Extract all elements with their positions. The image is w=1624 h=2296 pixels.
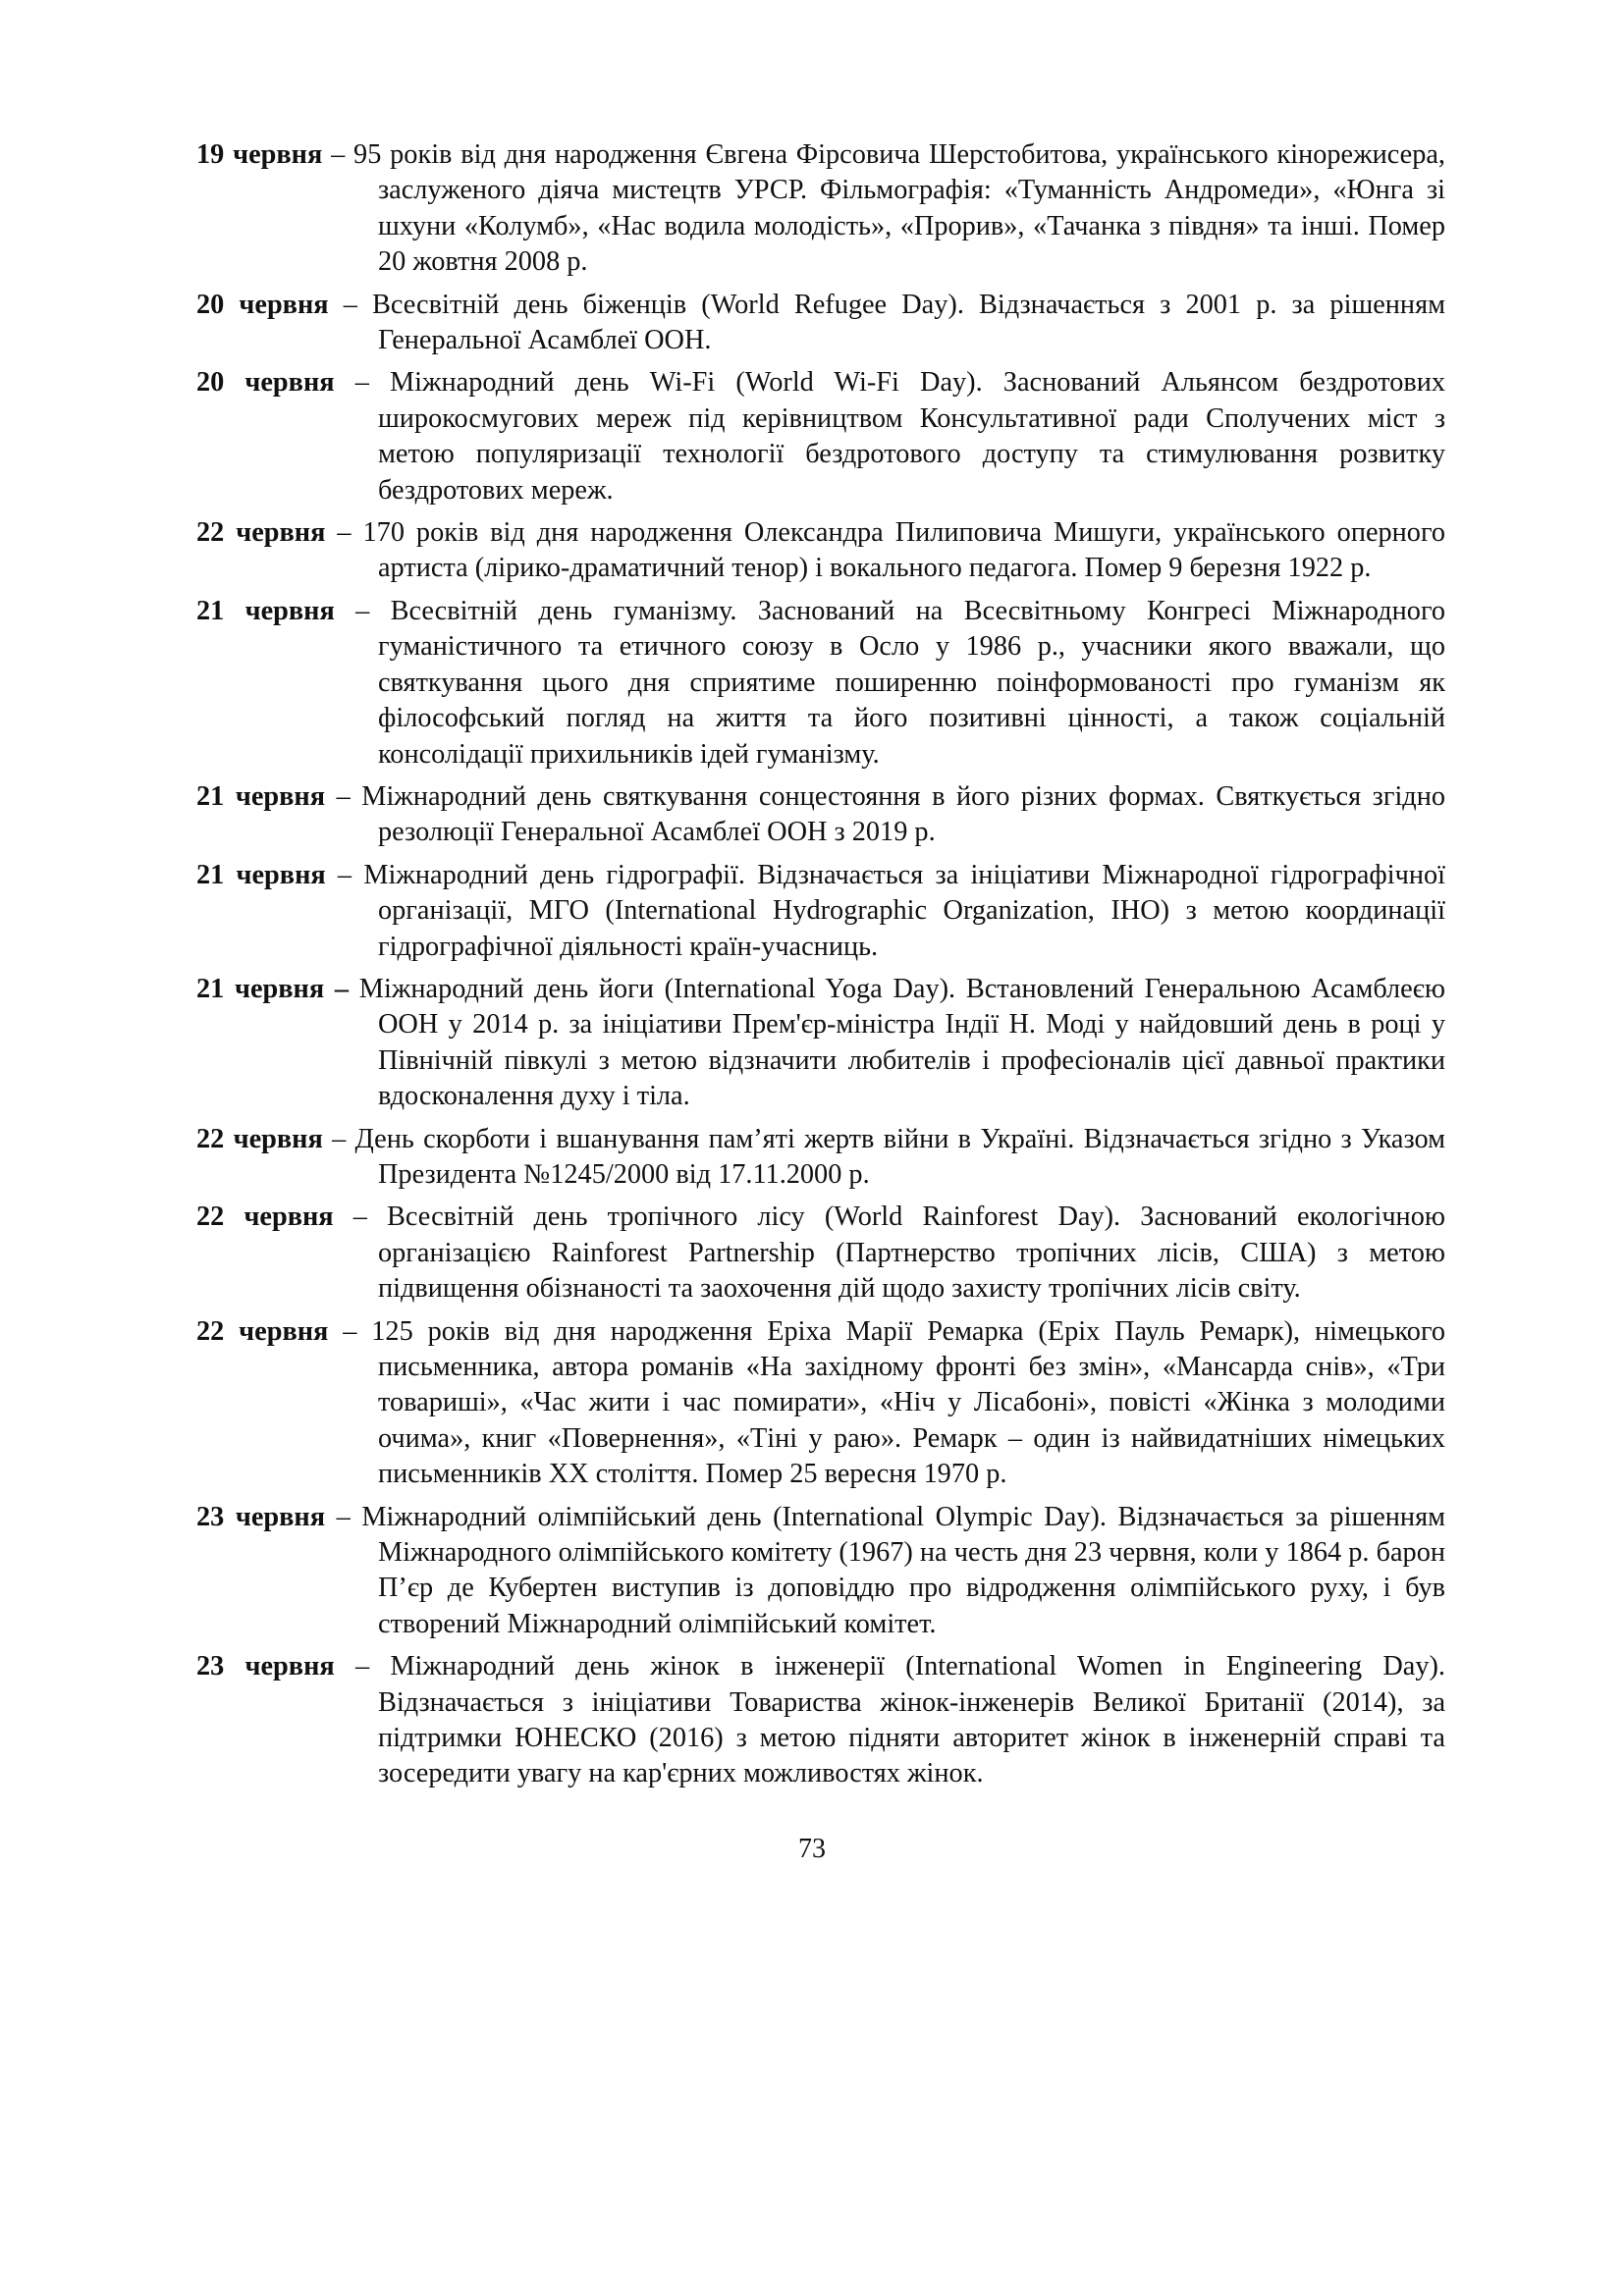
entry-dash: – xyxy=(322,139,354,170)
entry-dash: – xyxy=(325,780,362,812)
calendar-entry xyxy=(196,365,1445,508)
entry-date: 21 червня – xyxy=(196,973,350,1004)
entry-date: 23 червня xyxy=(196,1501,326,1532)
entry-date: 20 червня xyxy=(196,289,329,320)
entry-dash: – xyxy=(328,289,373,320)
entry-text: День скорботи і вшанування пам’яті жертв війни в Україні. Відзначається згідно з Указом Президента №1245/2000 від 17.11.2000 р. xyxy=(354,1123,1445,1190)
entry-dash: – xyxy=(322,1123,355,1154)
entry-text: Всесвітній день біженців (World Refugee Day). Відзначається з 2001 р. за рішенням Генеральної Асамблеї ООН. xyxy=(372,289,1445,356)
calendar-entry xyxy=(196,515,1445,587)
entry-date: 21 червня xyxy=(196,595,335,626)
entry-date: 22 червня xyxy=(196,1123,323,1154)
calendar-entry xyxy=(196,858,1445,965)
entry-dash: – xyxy=(325,859,364,890)
entry-text: Міжнародний день жінок в інженерії (International Women in Engineering Day). Відзначається з ініціативи Товариства жінок-інженерів Великої Британії (2014), за підтримки ЮНЕСКО (2016) з метою підняти авторитет жінок в інженерній справі та зосередити увагу на кар'єрних можливостях жінок. xyxy=(378,1651,1445,1789)
entry-date: 21 червня xyxy=(196,780,326,812)
entry-text: Всесвітній день тропічного лісу (World Rainforest Day). Заснований екологічною організацією Rainforest Partnership (Партнерство тропічних лісів, США) з метою підвищення обізнаності та заохочення дій щодо захисту тропічних лісів світу. xyxy=(378,1201,1445,1305)
entry-text: Міжнародний день святкування сонцестояння в його різних формах. Святкується згідно резолюції Генеральної Асамблеї ООН з 2019 р. xyxy=(361,780,1445,848)
entry-text: 170 років від дня народження Олександра Пилиповича Мишуги, українського оперного артиста (лірико-драматичний тенор) і вокального педагога. Помер 9 березня 1922 р. xyxy=(362,517,1446,584)
entry-text: Міжнародний день Wi-Fi (World Wi-Fi Day). Заснований Альянсом бездротових широкосмугових мереж під керівництвом Консультативної ради Сполучених міст з метою популяризації технології бездротового доступу та стимулювання розвитку бездротових мереж. xyxy=(378,367,1445,506)
entry-dash: – xyxy=(334,1651,391,1682)
document-page xyxy=(196,137,1445,1799)
entry-text: Всесвітній день гуманізму. Заснований на Всесвітньому Конгресі Міжнародного гуманістичного та етичного союзу в Осло у 1986 р., учасники якого вважали, що святкування цього дня сприятиме поширенню поінформованості про гуманізм як філософський погляд на життя та його позитивні цінності, а також соціальній консолідації прихильників ідей гуманізму. xyxy=(378,595,1445,770)
entry-text: 125 років від дня народження Еріха Марії Ремарка (Еріх Пауль Ремарк), німецького письменника, автора романів «На західному фронті без змін», «Мансарда снів», «Три товариші», «Час жити і час помирати», «Ніч у Лісабоні», повісті «Жінка з молодими очима», книг «Повернення», «Тіні у раю». Ремарк – один із найвидатніших німецьких письменників ХХ століття. Помер 25 вересня 1970 р. xyxy=(371,1315,1445,1490)
entry-dash: – xyxy=(325,517,363,549)
calendar-entry xyxy=(196,288,1445,359)
entry-dash: – xyxy=(334,595,391,626)
calendar-entry xyxy=(196,1500,1445,1643)
calendar-entry xyxy=(196,1122,1445,1194)
entry-text: 95 років від дня народження Євгена Фірсовича Шерстобитова, українського кінорежисера, заслуженого діяча мистецтв УРСР. Фільмографія: «Туманність Андромеди», «Юнга зі шхуни «Колумб», «Нас водила молодість», «Прорив», «Тачанка з півдня» та інші. Помер 20 жовтня 2008 р. xyxy=(353,139,1446,278)
entry-dash xyxy=(349,974,359,1004)
calendar-entry xyxy=(196,137,1445,281)
calendar-entry xyxy=(196,1314,1445,1493)
entry-text: Міжнародний олімпійський день (International Olympic Day). Відзначається за рішенням Міжнародного олімпійського комітету (1967) на честь дня 23 червня, коли у 1864 р. барон П’єр де Кубертен виступив із доповіддю про відродження олімпійського руху, і був створений Міжнародний олімпійський комітет. xyxy=(361,1501,1445,1639)
entry-date: 22 червня xyxy=(196,1315,329,1347)
calendar-entry xyxy=(196,972,1445,1115)
entry-text: Міжнародний день гідрографії. Відзначається за ініціативи Міжнародної гідрографічної організації, МГО (International Hydrographic Organization, IHO) з метою координації гідрографічної діяльності країн-учасниць. xyxy=(363,859,1445,962)
entry-date: 23 червня xyxy=(196,1651,335,1682)
entry-date: 22 червня xyxy=(196,517,326,549)
entry-date: 22 червня xyxy=(196,1201,334,1233)
entry-dash: – xyxy=(328,1315,372,1347)
calendar-entry xyxy=(196,779,1445,851)
entry-date: 19 червня xyxy=(196,139,323,170)
entry-dash: – xyxy=(325,1501,362,1532)
calendar-entry xyxy=(196,1649,1445,1792)
calendar-entry xyxy=(196,1200,1445,1307)
entry-date: 20 червня xyxy=(196,367,335,399)
entry-text: Міжнародний день йоги (International Yoga Day). Встановлений Генеральною Асамблеєю ООН у 2014 р. за ініціативи Прем'єр-міністра Індії Н. Моді у найдовший день в році у Північній півкулі з метою відзначити любителів і професіоналів цієї давньої практики вдосконалення духу і тіла. xyxy=(358,973,1446,1112)
entry-dash: – xyxy=(334,367,390,399)
entry-date: 21 червня xyxy=(196,859,326,890)
page-number: 73 xyxy=(798,1834,826,1864)
entry-dash: – xyxy=(333,1201,388,1233)
calendar-entry xyxy=(196,594,1445,773)
